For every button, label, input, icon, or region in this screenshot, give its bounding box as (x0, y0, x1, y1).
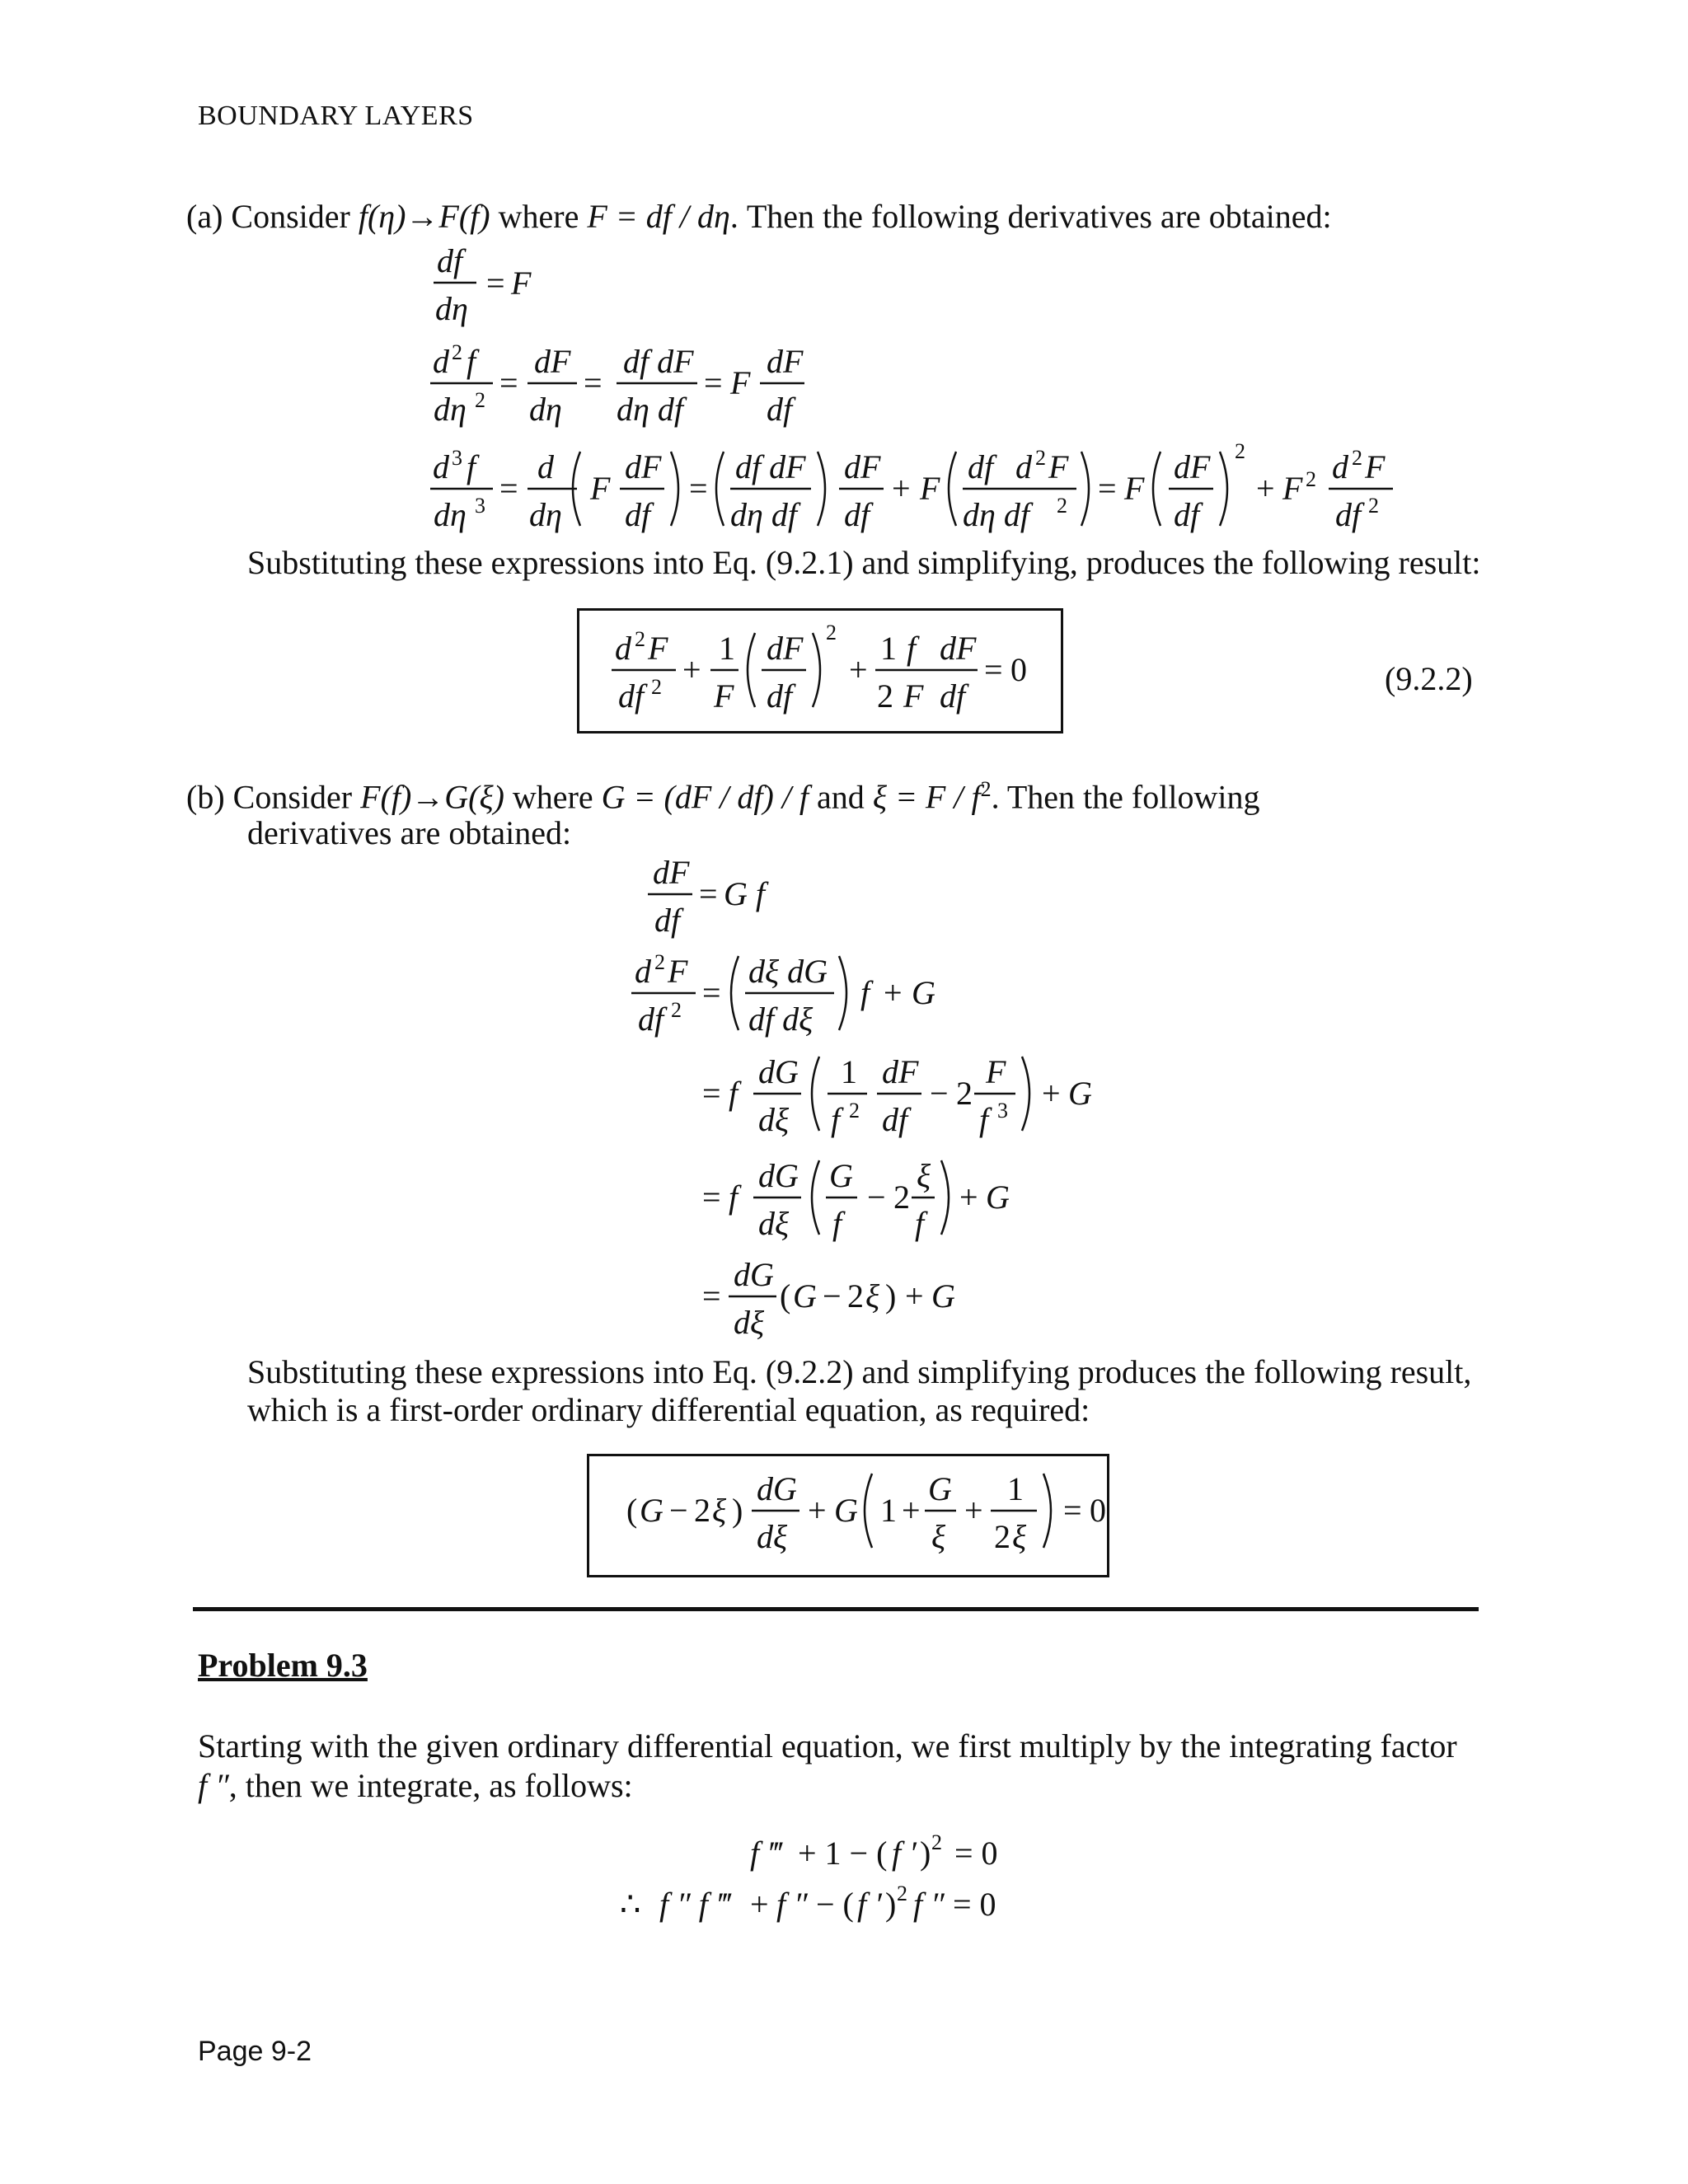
svg-text:=: = (702, 974, 721, 1011)
svg-text:1: 1 (880, 1492, 897, 1529)
svg-text:+: + (884, 974, 903, 1011)
svg-text:dξ: dξ (757, 1518, 788, 1555)
svg-text:F: F (986, 1053, 1006, 1090)
part-b-definition: G = (dF / df) / f (601, 778, 809, 816)
svg-text:F: F (668, 953, 688, 990)
svg-text:dη df: dη df (963, 496, 1029, 533)
svg-text:ξ: ξ (917, 1157, 931, 1194)
svg-text:−: − (669, 1492, 688, 1529)
svg-text:df: df (882, 1101, 908, 1138)
svg-text:(: ( (626, 1492, 638, 1529)
svg-text:dF: dF (1174, 448, 1211, 485)
svg-text:2: 2 (671, 998, 682, 1022)
part-b-where: where (512, 778, 593, 816)
svg-text:2: 2 (826, 621, 837, 644)
svg-text:− (: − ( (816, 1886, 854, 1923)
svg-text:2: 2 (897, 1882, 907, 1905)
svg-text:d: d (615, 630, 631, 667)
svg-text:f: f (860, 974, 870, 1011)
svg-text:=: = (702, 1277, 721, 1315)
running-header: BOUNDARY LAYERS (198, 101, 474, 131)
part-b-derivatives (0, 824, 1688, 1360)
svg-text:d: d (1015, 448, 1032, 485)
svg-text:3: 3 (997, 1099, 1008, 1122)
svg-text:f ′: f ′ (892, 1835, 917, 1872)
svg-text:df: df (767, 391, 793, 428)
problem-heading: Problem 9.3 (198, 1647, 368, 1684)
svg-text:2: 2 (651, 675, 662, 699)
svg-text:=: = (702, 1179, 721, 1216)
svg-text:f: f (907, 630, 917, 667)
svg-text:F: F (511, 265, 532, 302)
page-number: Page 9-2 (198, 2036, 312, 2067)
svg-text:=: = (699, 875, 718, 912)
part-b-substitute-line2: which is a first-order ordinary differential equation, as required: (247, 1391, 1090, 1428)
svg-text:G: G (793, 1277, 817, 1315)
svg-text:G: G (931, 1277, 955, 1315)
svg-text:= 0: = 0 (954, 1835, 998, 1872)
svg-text:=: = (499, 364, 518, 401)
svg-text:df: df (638, 1001, 664, 1038)
equation-number: (9.2.2) (1385, 660, 1473, 697)
svg-text:−: − (930, 1075, 949, 1112)
svg-text:+: + (682, 651, 701, 688)
svg-text:G f: G f (724, 875, 765, 912)
svg-text:2: 2 (1352, 446, 1362, 470)
svg-text:F: F (714, 677, 734, 715)
svg-text:G: G (928, 1470, 952, 1507)
svg-text:−: − (823, 1277, 842, 1315)
svg-text:+: + (750, 1886, 769, 1923)
svg-text:=: = (499, 470, 518, 507)
svg-text:f: f (729, 1075, 738, 1112)
svg-text:f ′: f ′ (857, 1886, 882, 1923)
svg-text:df dF: df dF (735, 448, 806, 485)
svg-text:F: F (1048, 448, 1069, 485)
svg-text:2: 2 (956, 1075, 973, 1112)
svg-text:dF: dF (767, 630, 804, 667)
svg-text:2: 2 (475, 388, 485, 412)
svg-text:G: G (834, 1492, 858, 1529)
svg-text:+ 1 − (: + 1 − ( (798, 1835, 888, 1872)
svg-text:−: − (867, 1179, 886, 1216)
svg-text:=: = (984, 651, 1003, 688)
part-b-and: and (817, 778, 865, 816)
svg-text:f ″ f ‴: f ″ f ‴ (659, 1886, 730, 1923)
svg-text:df: df (767, 677, 793, 715)
svg-text:d: d (433, 343, 449, 380)
svg-text:+: + (959, 1179, 978, 1216)
svg-text:=: = (689, 470, 708, 507)
svg-text:dG: dG (758, 1157, 799, 1194)
svg-text:2: 2 (694, 1492, 710, 1529)
svg-text:(: ( (780, 1277, 791, 1315)
svg-text:G: G (1068, 1075, 1092, 1112)
svg-text:dξ: dξ (758, 1205, 790, 1242)
svg-text:ξ: ξ (712, 1492, 727, 1529)
svg-text:d: d (1332, 448, 1348, 485)
svg-text:dη: dη (435, 290, 468, 327)
svg-text:2: 2 (877, 677, 893, 715)
svg-text:2: 2 (452, 340, 462, 364)
svg-text:dG: dG (757, 1470, 797, 1507)
svg-text:dξ dG: dξ dG (748, 953, 828, 990)
svg-text:0: 0 (1090, 1492, 1106, 1529)
svg-text:G: G (912, 974, 935, 1011)
svg-text:3: 3 (452, 446, 462, 470)
svg-text:=: = (702, 1075, 721, 1112)
svg-text:dF: dF (534, 343, 571, 380)
svg-text:2: 2 (1235, 439, 1245, 463)
svg-text:df: df (968, 448, 994, 485)
svg-text:+: + (808, 1492, 827, 1529)
svg-text:dη: dη (434, 496, 467, 533)
svg-text:F: F (903, 677, 924, 715)
svg-text:d: d (433, 448, 449, 485)
svg-text:G: G (986, 1179, 1010, 1216)
part-a-label: (a) Consider (186, 198, 350, 235)
svg-text:F: F (1365, 448, 1386, 485)
svg-text:2: 2 (893, 1179, 910, 1216)
svg-text:dξ: dξ (734, 1304, 765, 1341)
problem-line2 (198, 1767, 633, 1805)
svg-text:+: + (892, 470, 911, 507)
svg-text:ξ: ξ (1012, 1518, 1027, 1555)
svg-text:): ) (885, 1886, 897, 1923)
svg-text:2: 2 (847, 1277, 864, 1315)
svg-text:dF: dF (653, 854, 690, 891)
part-b-substitute-line1: Substituting these expressions into Eq. (9.2.2) and simplifying produces the following result, (247, 1353, 1472, 1390)
svg-text:f: f (467, 448, 476, 485)
part-a-substitute-text: Substituting these expressions into Eq. (9.2.1) and simplifying, produces the following result: (247, 544, 1481, 581)
svg-text:dG: dG (734, 1256, 774, 1293)
part-b-label: (b) Consider (186, 778, 353, 816)
svg-text:df: df (1335, 496, 1362, 533)
svg-text:F: F (648, 630, 668, 667)
svg-text:3: 3 (475, 494, 485, 518)
svg-text:df: df (625, 496, 651, 533)
svg-text:2: 2 (849, 1099, 860, 1122)
svg-text:F: F (920, 470, 940, 507)
section-divider (193, 1607, 1479, 1611)
svg-text:=: = (704, 364, 723, 401)
svg-text:df: df (654, 902, 681, 939)
svg-text:dF: dF (882, 1053, 919, 1090)
svg-text:dη: dη (529, 391, 562, 428)
svg-text:F: F (1282, 470, 1303, 507)
svg-text:df: df (618, 677, 645, 715)
svg-text:): ) (732, 1492, 743, 1529)
svg-text:f ″: f ″ (776, 1886, 808, 1923)
svg-text:2: 2 (994, 1518, 1010, 1555)
svg-text:f ″: f ″ (913, 1886, 945, 1923)
problem-equations (0, 1813, 1688, 1961)
part-a-definition: F = df / dη (587, 198, 730, 235)
svg-text:=: = (584, 364, 603, 401)
svg-text:1: 1 (719, 630, 735, 667)
svg-text:f ‴: f ‴ (750, 1835, 781, 1872)
svg-text:2: 2 (635, 627, 645, 651)
svg-text:+: + (1256, 470, 1275, 507)
svg-text:0: 0 (1010, 651, 1027, 688)
part-b-intro: (b) Consider F(f)→G(ξ) where G = (dF / df) / f and $\xi = F / f^2$. Then the following (186, 777, 1260, 816)
svg-text:=: = (1063, 1492, 1082, 1529)
svg-text:+: + (849, 651, 868, 688)
svg-text:+: + (964, 1492, 983, 1529)
svg-text:df dF: df dF (623, 343, 694, 380)
part-a-where: where (498, 198, 579, 235)
svg-text:1: 1 (841, 1053, 857, 1090)
svg-text:): ) (920, 1835, 931, 1872)
svg-text:G: G (829, 1157, 853, 1194)
integrating-factor: f ″ (198, 1767, 229, 1804)
svg-text:dF: dF (767, 343, 804, 380)
part-b-then: . Then the following (991, 778, 1260, 816)
svg-text:df dξ: df dξ (748, 1001, 814, 1038)
part-a-then: . Then the following derivatives are obtained: (729, 198, 1332, 235)
problem-line2-text: , then we integrate, as follows: (228, 1767, 633, 1804)
part-b-xi-expr: ξ = F / f (872, 778, 981, 816)
svg-text:F: F (730, 364, 751, 401)
svg-text:=: = (1098, 470, 1117, 507)
svg-text:=: = (486, 265, 505, 302)
svg-text:1: 1 (880, 630, 897, 667)
svg-text:f: f (831, 1101, 841, 1138)
svg-text:dF: dF (940, 630, 977, 667)
first-order-equation (0, 1401, 1688, 1607)
svg-text:dG: dG (758, 1053, 799, 1090)
svg-text:2: 2 (931, 1830, 942, 1854)
svg-text:F: F (1124, 470, 1145, 507)
svg-text:df: df (1174, 496, 1200, 533)
svg-text:dξ: dξ (758, 1101, 790, 1138)
svg-text:d: d (537, 448, 554, 485)
svg-text:G: G (640, 1492, 663, 1529)
svg-text:dF: dF (625, 448, 662, 485)
svg-text:df: df (940, 677, 966, 715)
equation-9-2-2 (0, 0, 1688, 742)
svg-text:2: 2 (654, 950, 665, 974)
problem-line1: Starting with the given ordinary differential equation, we first multiply by the integrating factor (198, 1727, 1457, 1765)
svg-text:ξ: ξ (931, 1518, 946, 1555)
svg-text:f: f (832, 1205, 842, 1242)
svg-text:f: f (729, 1179, 738, 1216)
svg-text:df: df (437, 242, 463, 279)
svg-text:2: 2 (1368, 494, 1379, 518)
svg-text:df: df (844, 496, 870, 533)
svg-text:ξ: ξ (865, 1277, 880, 1315)
svg-text:+: + (905, 1277, 924, 1315)
svg-text:2: 2 (1057, 494, 1067, 518)
svg-text:= 0: = 0 (953, 1886, 996, 1923)
svg-text:d: d (635, 953, 651, 990)
svg-text:dF: dF (844, 448, 881, 485)
svg-text:f: f (979, 1101, 989, 1138)
part-a-map-expr: f(η)→F(f) (358, 198, 490, 235)
svg-text:2: 2 (1306, 467, 1316, 491)
svg-text:∴: ∴ (620, 1886, 641, 1923)
svg-text:F: F (590, 470, 611, 507)
svg-text:+: + (1042, 1075, 1061, 1112)
part-b-map-expr: F(f)→G(ξ) (360, 778, 504, 816)
svg-text:2: 2 (1035, 446, 1046, 470)
svg-text:dη: dη (529, 496, 562, 533)
svg-text:dη df: dη df (730, 496, 797, 533)
part-b-line2: derivatives are obtained: (247, 814, 572, 851)
svg-text:1: 1 (1007, 1470, 1024, 1507)
svg-text:+: + (902, 1492, 921, 1529)
svg-text:f: f (467, 343, 476, 380)
svg-text:dη: dη (434, 391, 467, 428)
svg-text:f: f (915, 1205, 925, 1242)
svg-text:): ) (885, 1277, 897, 1315)
svg-text:dη df: dη df (617, 391, 683, 428)
